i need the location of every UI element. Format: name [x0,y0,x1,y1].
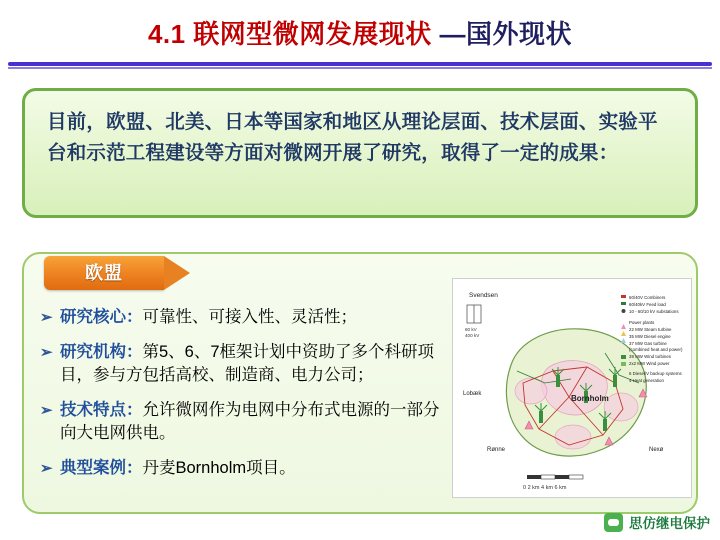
svg-text:400 kV: 400 kV [465,333,480,338]
svg-text:60 kV: 60 kV [465,327,477,332]
svg-text:Power plants: Power plants [629,320,655,325]
bullet-body: 丹麦Bornholm项目。 [142,458,296,477]
svg-text:10 - 60/10 kV substations: 10 - 60/10 kV substations [629,309,679,314]
svg-text:Nexø: Nexø [649,447,664,453]
bullet-lead: 典型案例： [60,458,143,477]
svg-text:(combined heat and power): (combined heat and power) [629,347,683,352]
svg-text:Rønne: Rønne [487,447,506,453]
title-divider [8,62,712,66]
section-banner [44,256,194,290]
svg-text:0 2 km 4 km 6 km: 0 2 km 4 km 6 km [523,485,567,491]
arrow-bullet-icon: ➢ [40,459,53,477]
list-item [40,399,440,446]
list-item [40,341,440,388]
bullet-body: 可靠性、可接入性、灵活性； [142,308,357,326]
svg-text:37 MW Gas turbine: 37 MW Gas turbine [629,341,667,346]
svg-text:Bornholm: Bornholm [571,394,609,403]
arrow-bullet-icon: ➢ [40,309,53,326]
intro-text: 目前，欧盟、北美、日本等国家和地区从理论层面、技术层面、实验平台和示范工程建设等方面对微网开展了研究，取得了一定的成果： [47,111,658,164]
bullet-lead: 研究核心： [60,308,143,326]
arrow-bullet-icon: ➢ [40,343,53,361]
svg-text:Svendsen: Svendsen [469,292,498,299]
bullet-body: 第5、6、7框架计划中资助了多个科研项目，参与方包括高校、制造商、电力公司； [60,342,435,384]
svg-text:22 MW Steam turbine: 22 MW Steam turbine [629,327,672,332]
list-item [40,457,440,481]
intro-box [22,88,698,218]
banner-arrow-icon [164,256,190,290]
page-title-main: 4.1 联网型微网发展现状 [147,19,432,49]
watermark-label: 思仿继电保护 [629,516,710,531]
svg-text:39 MW Wind turbines: 39 MW Wind turbines [629,354,671,359]
arrow-bullet-icon: ➢ [40,401,53,419]
svg-text:35 MW Diesel engine: 35 MW Diesel engine [629,334,671,339]
bullet-lead: 研究机构： [60,342,143,361]
wechat-logo-icon [604,513,623,532]
bornholm-map-image [452,278,692,498]
svg-text:6 Diesel/V backup systems: 6 Diesel/V backup systems [629,371,682,376]
banner-label: 欧盟 [85,263,123,283]
bullet-lead: 技术特点： [60,400,143,419]
bullet-body: 允许微网作为电网中分布式电源的一部分向大电网供电。 [60,400,440,442]
list-item [40,306,440,330]
svg-text:60/40kV Feed load: 60/40kV Feed load [629,302,666,307]
page-title [0,14,720,51]
svg-text:4 Heat generation: 4 Heat generation [629,378,664,383]
watermark [604,512,710,532]
svg-text:60/40V Combiners: 60/40V Combiners [629,295,666,300]
title-divider-shadow [8,67,712,69]
svg-text:Lobæk: Lobæk [463,391,482,397]
bullet-list [40,306,440,491]
page-title-sub: —国外现状 [431,19,573,49]
svg-text:2x2 MW Wind power: 2x2 MW Wind power [629,361,670,366]
